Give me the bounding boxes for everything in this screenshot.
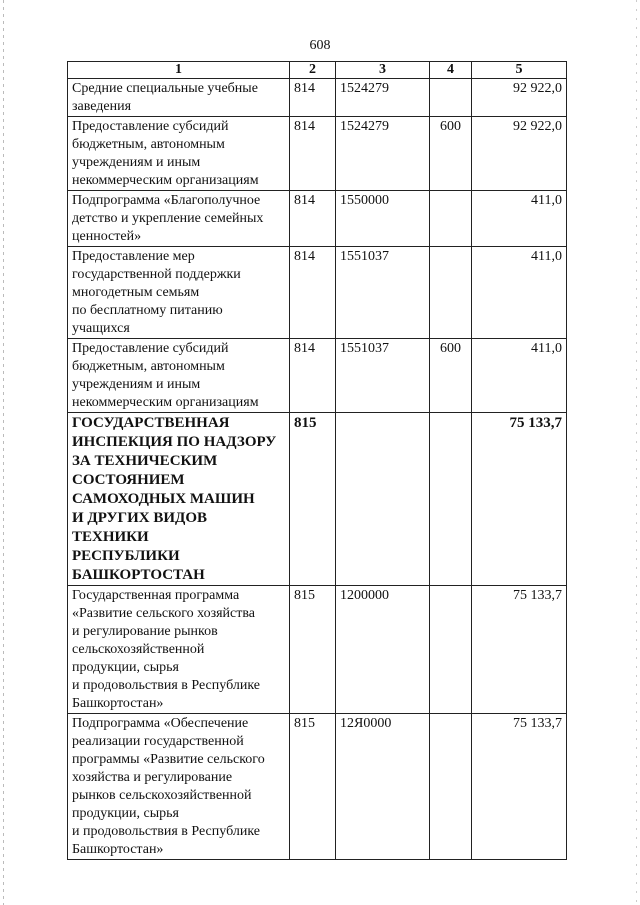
table-row-section [68,413,567,586]
row-amount: 411,0 [472,247,567,339]
row-name [68,586,290,714]
header-col-2: 2 [290,62,336,79]
page-number: 608 [309,38,331,53]
row-name-text: ГОСУДАРСТВЕННАЯ ИНСПЕКЦИЯ ПО НАДЗОРУ ЗА ТЕХНИЧЕСКИМ СОСТОЯНИЕМ САМОХОДНЫХ МАШИН И ДРУГИХ ВИДОВ ТЕХНИКИ РЕСПУБЛИКИ БАШКОРТОСТАН [72,415,277,583]
row-ministry-code: 815 [290,586,336,714]
row-program-code: 1200000 [336,586,430,714]
row-name-text: Предоставление субсидий бюджетным, автономным учреждениям и иным некоммерческим организациям [72,341,259,410]
row-program-code: 1524279 [336,79,430,117]
row-ministry-code: 814 [290,191,336,247]
row-ministry-code: 814 [290,79,336,117]
row-expense-type [430,586,472,714]
row-name [68,714,290,860]
scan-edge-left [3,0,4,905]
row-ministry-code: 814 [290,247,336,339]
row-expense-type [430,247,472,339]
row-program-code [336,413,430,586]
row-ministry-code: 815 [290,714,336,860]
row-name [68,191,290,247]
row-name-text: Предоставление субсидий бюджетным, автономным учреждениям и иным некоммерческим организациям [72,119,259,188]
row-expense-type [430,191,472,247]
row-name [68,339,290,413]
row-amount: 75 133,7 [472,413,567,586]
row-program-code: 12Я0000 [336,714,430,860]
row-expense-type [430,79,472,117]
row-ministry-code: 815 [290,413,336,586]
table-row [68,191,567,247]
row-amount: 411,0 [472,191,567,247]
row-name [68,79,290,117]
table-row [68,339,567,413]
row-name-text: Подпрограмма «Обеспечение реализации государственной программы «Развитие сельского хозяйства и регулирование рынков сельскохозяйственной продукции, сырья и продовольствия в Республике Башкортостан» [72,716,265,857]
table-row [68,117,567,191]
row-ministry-code: 814 [290,117,336,191]
table-row [68,79,567,117]
table-header-row [68,62,567,79]
row-amount: 75 133,7 [472,714,567,860]
header-col-1: 1 [68,62,290,79]
row-name [68,413,290,586]
row-program-code: 1524279 [336,117,430,191]
table-row [68,586,567,714]
row-amount: 411,0 [472,339,567,413]
row-name-text: Государственная программа «Развитие сельского хозяйства и регулирование рынков сельскохозяйственной продукции, сырья и продовольствия в Республике Башкортостан» [72,588,260,711]
row-program-code: 1551037 [336,339,430,413]
row-expense-type: 600 [430,339,472,413]
row-expense-type [430,714,472,860]
row-amount: 75 133,7 [472,586,567,714]
header-col-5: 5 [472,62,567,79]
row-program-code: 1551037 [336,247,430,339]
row-name-text: Средние специальные учебные заведения [72,81,258,114]
row-ministry-code: 814 [290,339,336,413]
scan-edge-right [636,0,637,905]
row-amount: 92 922,0 [472,79,567,117]
budget-table [67,61,567,860]
row-name [68,247,290,339]
row-name-text: Подпрограмма «Благополучное детство и укрепление семейных ценностей» [72,193,264,244]
row-name-text: Предоставление мер государственной поддержки многодетным семьям по бесплатному питанию учащихся [72,249,241,336]
row-expense-type [430,413,472,586]
table-row [68,247,567,339]
header-col-3: 3 [336,62,430,79]
table-row [68,714,567,860]
row-program-code: 1550000 [336,191,430,247]
row-name [68,117,290,191]
row-amount: 92 922,0 [472,117,567,191]
row-expense-type: 600 [430,117,472,191]
header-col-4: 4 [430,62,472,79]
